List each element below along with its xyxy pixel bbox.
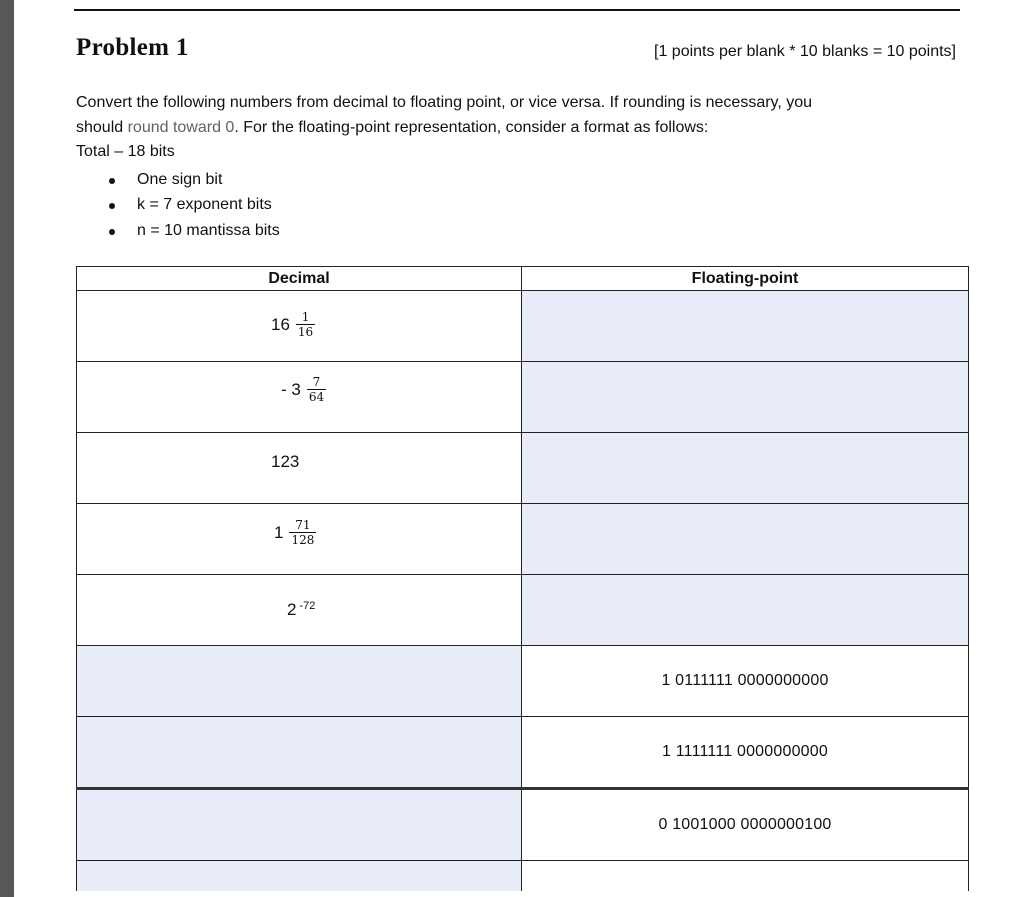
list-item — [76, 218, 896, 244]
bullet-icon — [109, 229, 115, 235]
decimal-cell — [77, 504, 522, 575]
table-row — [77, 717, 969, 789]
table-row — [77, 861, 969, 892]
floating-blank[interactable] — [522, 433, 969, 504]
total-bits: Total – 18 bits — [76, 143, 175, 160]
instruction-text-b: . For the floating-point representation, consider a format as follows: — [234, 118, 709, 136]
decimal-value: 123 — [271, 452, 300, 471]
fraction — [296, 311, 315, 339]
numerator: 71 — [289, 519, 316, 533]
rounding-mode: round toward 0 — [127, 118, 235, 136]
table-row — [77, 362, 969, 433]
list-item — [76, 192, 896, 218]
format-list — [76, 167, 896, 244]
table-row — [77, 433, 969, 504]
decimal-value — [274, 519, 316, 547]
table-row — [77, 575, 969, 646]
decimal-header: Decimal — [77, 267, 522, 291]
whole-part: - 3 — [281, 380, 301, 399]
list-item-text: One sign bit — [137, 170, 223, 188]
table-header-row — [77, 267, 969, 291]
fraction — [307, 376, 326, 404]
whole-part: 16 — [271, 315, 290, 334]
denominator: 128 — [291, 533, 315, 547]
table-row — [77, 789, 969, 861]
decimal-value — [281, 376, 326, 404]
denominator: 64 — [308, 390, 325, 404]
table-row — [77, 646, 969, 717]
instruction-line-1: Convert the following numbers from decimal to floating point, or vice versa. If rounding is necessary, you — [76, 94, 813, 111]
decimal-blank[interactable] — [77, 789, 522, 861]
table-row — [77, 291, 969, 362]
power-exponent: -72 — [299, 600, 316, 612]
instruction-text-a: should — [76, 118, 128, 136]
numerator: 7 — [307, 376, 326, 390]
problem-title: Problem 1 — [76, 34, 189, 61]
floating-blank[interactable] — [522, 291, 969, 362]
decimal-cell — [77, 433, 522, 504]
bullet-icon — [109, 203, 115, 209]
decimal-cell — [77, 575, 522, 646]
denominator: 16 — [297, 325, 314, 339]
decimal-blank[interactable] — [77, 646, 522, 717]
table-row — [77, 504, 969, 575]
list-item — [76, 167, 896, 193]
floating-header: Floating-point — [522, 267, 969, 291]
floating-blank[interactable] — [522, 362, 969, 433]
decimal-blank[interactable] — [77, 717, 522, 789]
list-item-text: k = 7 exponent bits — [137, 196, 272, 213]
decimal-value — [287, 600, 315, 620]
floating-cell — [522, 861, 969, 892]
floating-value: 1 0111111 0000000000 — [522, 646, 969, 717]
floating-value: 1 1111111 0000000000 — [522, 717, 969, 789]
decimal-cell — [77, 362, 522, 433]
bullet-icon — [109, 178, 115, 184]
viewer-gutter — [0, 0, 14, 897]
floating-blank[interactable] — [522, 504, 969, 575]
decimal-blank[interactable] — [77, 861, 522, 892]
power-base: 2 — [287, 600, 297, 619]
floating-blank[interactable] — [522, 575, 969, 646]
floating-value: 0 1001000 0000000100 — [522, 789, 969, 861]
numerator: 1 — [296, 311, 315, 325]
instructions — [76, 91, 896, 243]
decimal-cell — [77, 291, 522, 362]
points-info: [1 points per blank * 10 blanks = 10 points] — [654, 43, 956, 60]
instruction-line-2 — [76, 116, 896, 141]
decimal-value — [271, 311, 315, 339]
top-rule — [74, 9, 960, 11]
fraction — [289, 519, 316, 547]
whole-part: 1 — [274, 523, 284, 542]
conversion-table — [76, 266, 969, 891]
list-item-text: n = 10 mantissa bits — [137, 221, 280, 239]
